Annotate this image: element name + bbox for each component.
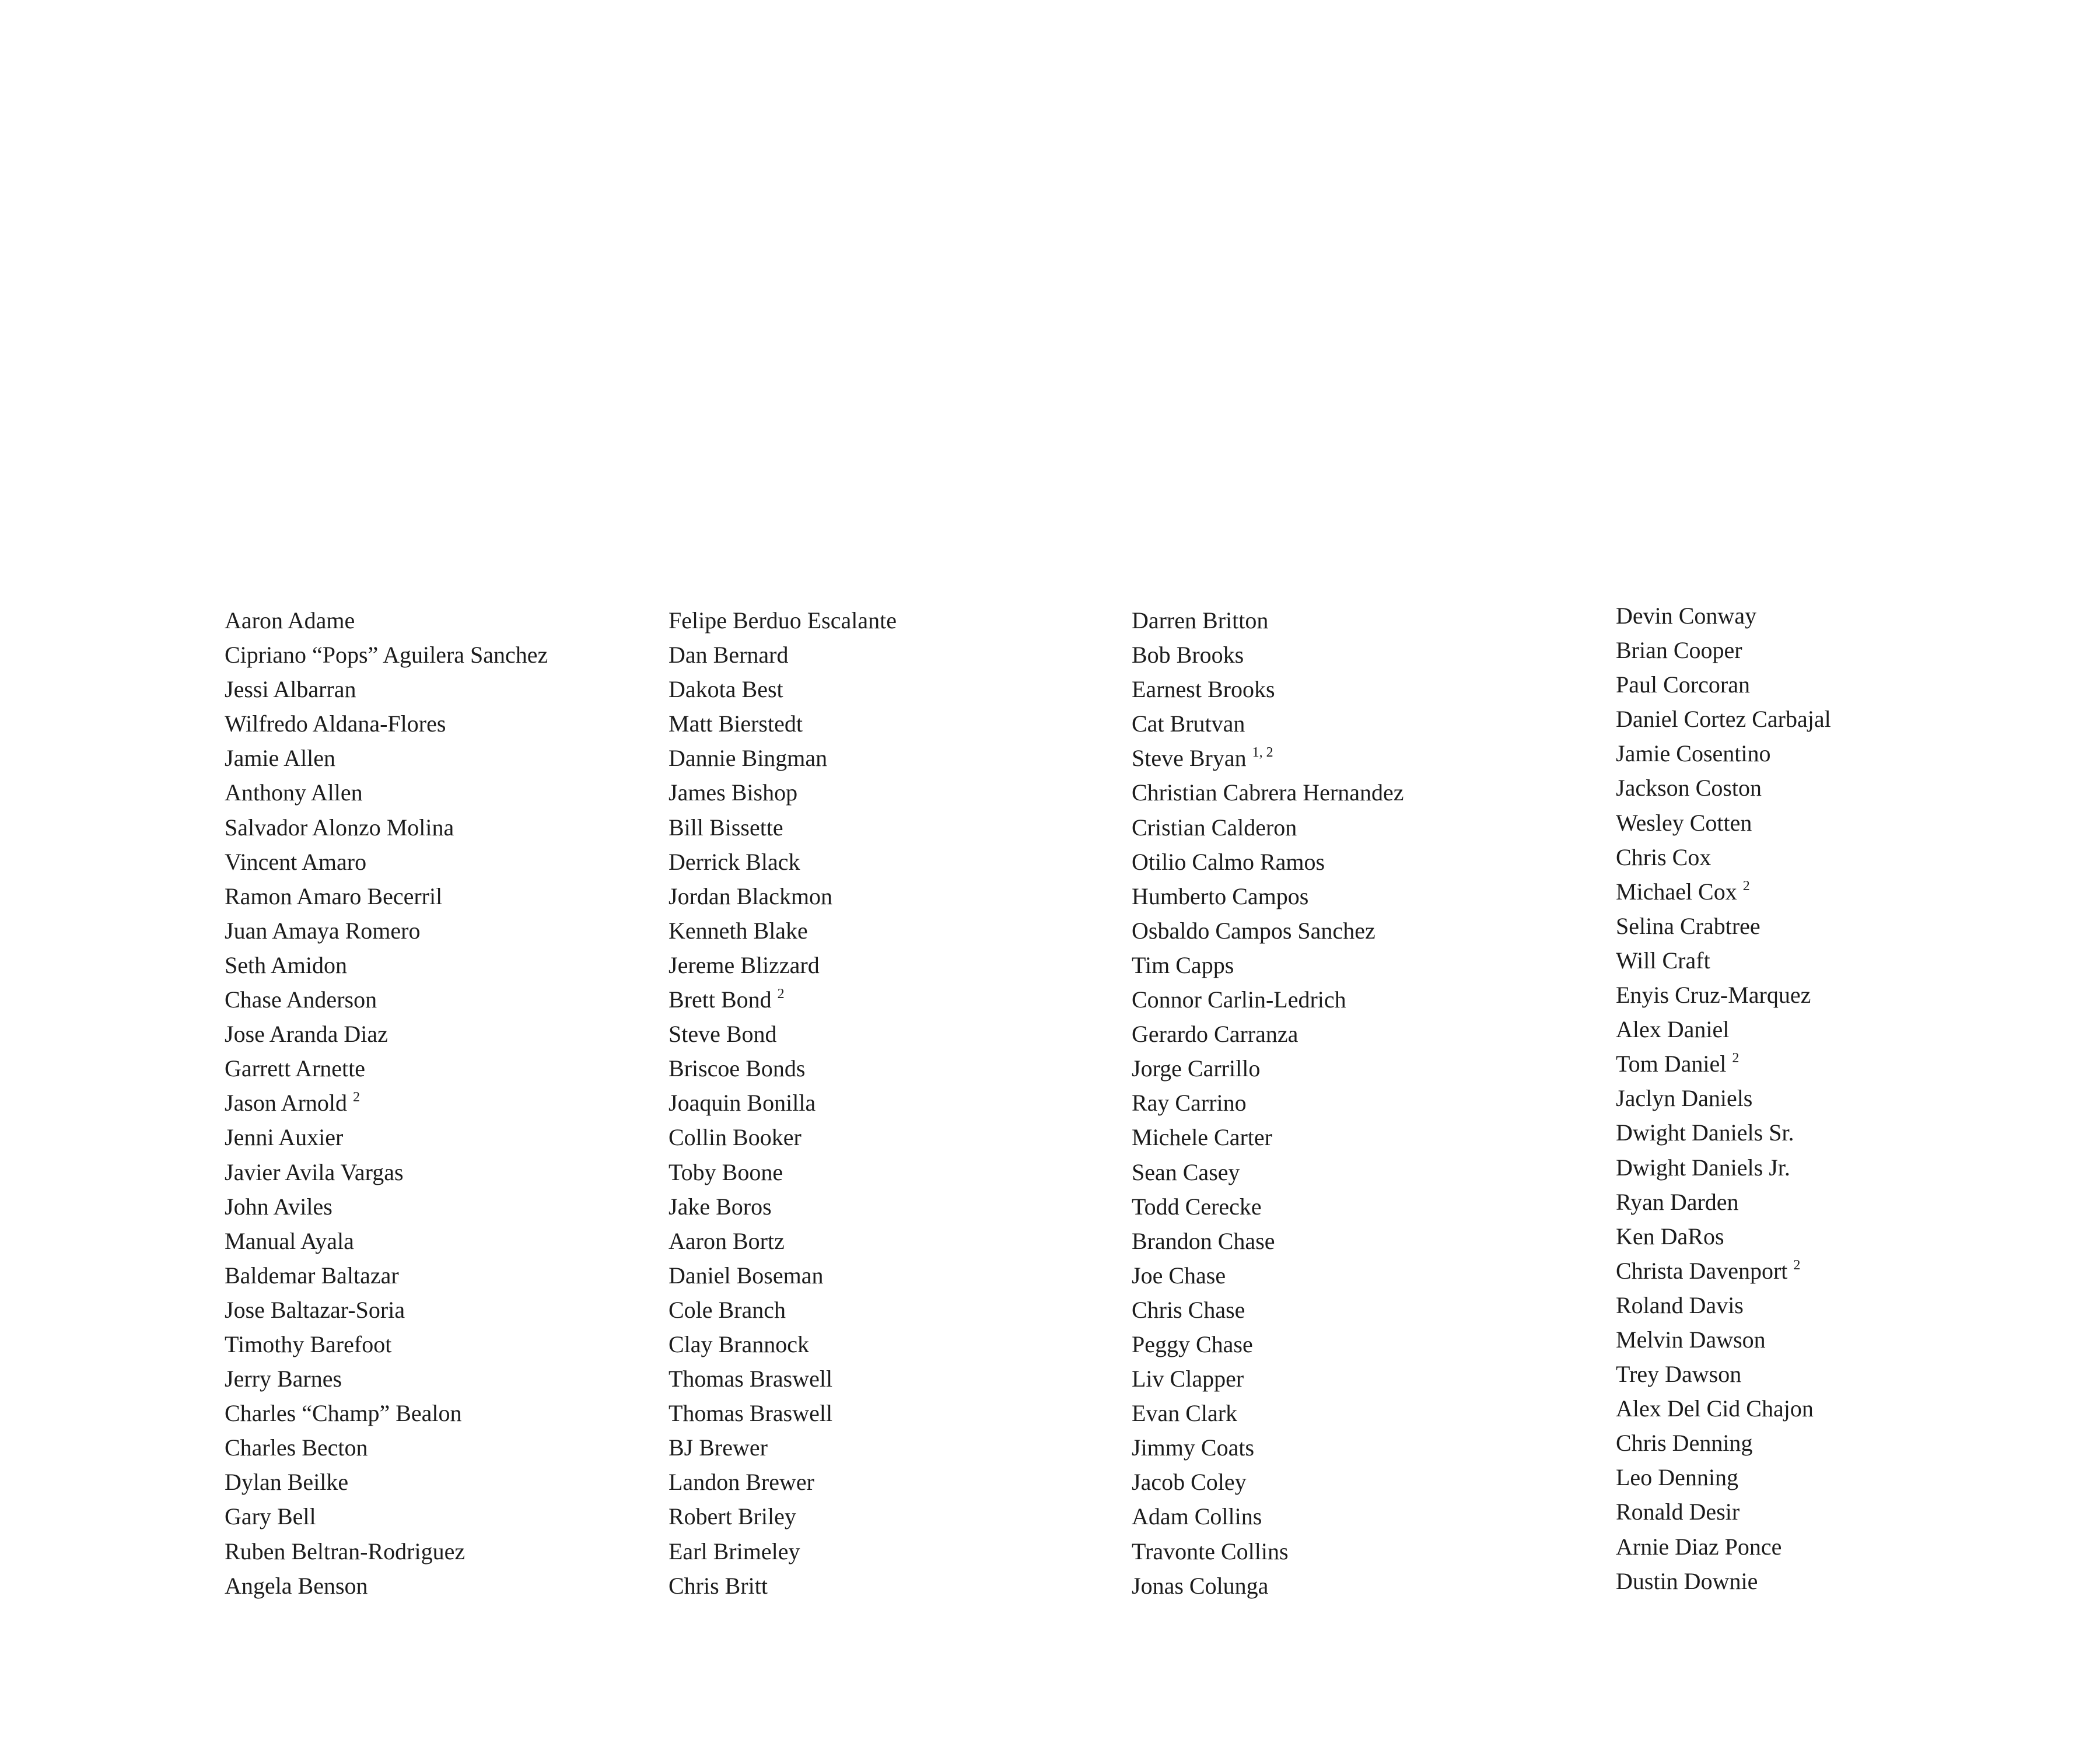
person-name: Briscoe Bonds [668,1055,806,1082]
person-name: Connor Carlin-Ledrich [1132,986,1346,1013]
name-entry [1616,1185,1831,1219]
name-entry [668,1569,897,1603]
name-entry [668,1189,897,1224]
name-entry [225,948,548,982]
person-name: Dan Bernard [668,642,789,668]
person-name: Earl Brimeley [668,1538,800,1564]
person-name: Jorge Carrillo [1132,1055,1261,1082]
name-entry [1132,982,1404,1017]
name-entry [1132,1465,1404,1499]
person-name: Jamie Allen [225,745,335,772]
name-entry [225,914,548,948]
name-entry [1132,1396,1404,1430]
person-name: Ramon Amaro Becerril [225,883,443,909]
person-name: Javier Avila Vargas [225,1158,404,1185]
person-name: Travonte Collins [1132,1538,1289,1564]
name-entry [668,1534,897,1569]
name-entry [1132,638,1404,672]
person-name: Steve Bryan [1132,745,1247,772]
person-name: Thomas Braswell [668,1400,833,1427]
name-entry [668,1327,897,1362]
name-entry [668,879,897,914]
person-name: Landon Brewer [668,1469,814,1496]
person-name: Jose Baltazar-Soria [225,1296,405,1323]
name-entry [225,1430,548,1465]
name-entry [1616,1081,1831,1115]
footnote-marker: 2 [777,986,785,1002]
name-entry [1132,1569,1404,1603]
name-entry [225,1086,548,1120]
name-entry [668,1017,897,1051]
name-entry [1132,1293,1404,1327]
person-name: Chris Chase [1132,1296,1245,1323]
person-name: Manual Ayala [225,1227,354,1254]
person-name: Toby Boone [668,1158,783,1185]
person-name: Vincent Amaro [225,848,367,875]
person-name: Felipe Berduo Escalante [668,607,897,634]
person-name: Tim Capps [1132,951,1234,978]
person-name: Jereme Blizzard [668,951,820,978]
name-entry [225,810,548,845]
person-name: Jessi Albarran [225,676,356,703]
person-name: Brandon Chase [1132,1227,1275,1254]
person-name: Jordan Blackmon [668,883,833,909]
name-entry [1616,1288,1831,1322]
name-entry [668,948,897,982]
name-entry [1616,702,1831,736]
person-name: Jose Aranda Diaz [225,1021,388,1048]
name-entry [668,1430,897,1465]
name-entry [225,1534,548,1569]
person-name: Daniel Cortez Carbajal [1616,706,1831,733]
person-name: Leo Denning [1616,1464,1738,1491]
person-name: Otilio Calmo Ramos [1132,848,1325,875]
person-name: Jackson Coston [1616,775,1762,802]
person-name: Alex Del Cid Chajon [1616,1395,1814,1422]
name-entry [668,1293,897,1327]
name-entry [1616,1357,1831,1391]
name-entry [1616,1046,1831,1081]
name-entry [1616,909,1831,943]
person-name: Charles “Champ” Bealon [225,1400,462,1427]
person-name: Jason Arnold [225,1090,347,1116]
person-name: Osbaldo Campos Sanchez [1132,917,1376,944]
name-entry [1132,1224,1404,1258]
person-name: Ray Carrino [1132,1090,1247,1116]
person-name: Roland Davis [1616,1292,1744,1318]
person-name: Trey Dawson [1616,1361,1742,1388]
person-name: Aaron Adame [225,607,355,634]
person-name: John Aviles [225,1193,332,1220]
name-entry [1132,1362,1404,1396]
name-entry [668,1086,897,1120]
person-name: Christian Cabrera Hernandez [1132,779,1404,806]
name-entry [668,1499,897,1534]
name-entry [668,603,897,638]
name-entry [668,706,897,741]
person-name: Steve Bond [668,1021,777,1048]
name-entry [668,775,897,810]
name-entry [668,1120,897,1154]
name-entry [1132,775,1404,810]
person-name: Jake Boros [668,1193,772,1220]
name-entry [1132,1120,1404,1154]
person-name: Humberto Campos [1132,883,1309,909]
name-entry [668,672,897,706]
name-entry [668,741,897,775]
person-name: Ryan Darden [1616,1188,1739,1215]
name-entry [668,1224,897,1258]
person-name: Gary Bell [225,1503,316,1530]
name-entry [225,1362,548,1396]
name-entry [1132,1534,1404,1569]
person-name: Juan Amaya Romero [225,917,421,944]
name-entry [225,1189,548,1224]
person-name: Christa Davenport [1616,1257,1788,1284]
name-entry [225,1051,548,1086]
person-name: Peggy Chase [1132,1331,1253,1357]
name-entry [1616,598,1831,633]
person-name: Gerardo Carranza [1132,1021,1298,1048]
name-entry [668,914,897,948]
name-column-3 [1132,603,1404,1603]
person-name: Cipriano “Pops” Aguilera Sanchez [225,642,548,668]
name-entry [225,775,548,810]
person-name: Wilfredo Aldana-Flores [225,710,446,737]
person-name: Joe Chase [1132,1262,1226,1289]
person-name: Angela Benson [225,1572,368,1599]
person-name: Chris Britt [668,1572,768,1599]
name-entry [1132,914,1404,948]
person-name: Evan Clark [1132,1400,1238,1427]
person-name: Dannie Bingman [668,745,828,772]
name-entry [225,1224,548,1258]
person-name: Paul Corcoran [1616,671,1750,698]
name-entry [1616,874,1831,909]
name-entry [1132,741,1404,775]
person-name: Arnie Diaz Ponce [1616,1533,1782,1560]
person-name: Robert Briley [668,1503,796,1530]
name-entry [1616,1322,1831,1357]
name-entry [225,672,548,706]
name-entry [1132,1499,1404,1534]
name-entry [1132,1258,1404,1293]
person-name: Collin Booker [668,1124,802,1151]
name-entry [225,1017,548,1051]
person-name: Tom Daniel [1616,1051,1727,1077]
name-entry [668,1051,897,1086]
person-name: BJ Brewer [668,1434,768,1461]
name-entry [1616,667,1831,702]
person-name: Todd Cerecke [1132,1193,1262,1220]
person-name: Daniel Boseman [668,1262,824,1289]
person-name: Jerry Barnes [225,1366,342,1392]
person-name: Michael Cox [1616,878,1737,905]
person-name: Aaron Bortz [668,1227,785,1254]
person-name: Brian Cooper [1616,637,1742,664]
name-entry [1616,1426,1831,1460]
name-entry [1616,1391,1831,1426]
name-entry [1616,840,1831,874]
person-name: Chris Cox [1616,844,1712,870]
name-entry [668,1465,897,1499]
name-column-2 [668,603,897,1603]
person-name: Dakota Best [668,676,783,703]
footnote-marker: 1, 2 [1252,745,1273,761]
person-name: Charles Becton [225,1434,368,1461]
name-entry [225,1569,548,1603]
person-name: Sean Casey [1132,1158,1240,1185]
person-name: Bill Bissette [668,814,783,841]
person-name: Timothy Barefoot [225,1331,392,1357]
person-name: Baldemar Baltazar [225,1262,399,1289]
name-entry [225,1327,548,1362]
person-name: Kenneth Blake [668,917,808,944]
person-name: Will Craft [1616,947,1710,974]
name-entry [225,1499,548,1534]
person-name: Cristian Calderon [1132,814,1297,841]
person-name: Jacob Coley [1132,1469,1247,1496]
person-name: Thomas Braswell [668,1366,833,1392]
person-name: Garrett Arnette [225,1055,365,1082]
name-entry [1132,672,1404,706]
name-entry [1132,603,1404,638]
name-entry [1132,1086,1404,1120]
person-name: James Bishop [668,779,798,806]
name-entry [1616,771,1831,805]
footnote-marker: 2 [353,1090,360,1105]
person-name: Wesley Cotten [1616,809,1752,836]
person-name: Cat Brutvan [1132,710,1245,737]
person-name: Chris Denning [1616,1430,1753,1457]
name-entry [1616,1115,1831,1150]
name-entry [668,1396,897,1430]
name-entry [1616,1012,1831,1046]
name-entry [225,603,548,638]
name-entry [225,706,548,741]
person-name: Bob Brooks [1132,642,1244,668]
footnote-marker: 2 [1742,878,1750,894]
person-name: Seth Amidon [225,951,348,978]
name-entry [668,982,897,1017]
name-entry [1616,1460,1831,1494]
name-entry [225,1258,548,1293]
name-entry [1132,706,1404,741]
person-name: Darren Britton [1132,607,1269,634]
person-name: Melvin Dawson [1616,1326,1766,1353]
name-entry [1616,1219,1831,1254]
person-name: Salvador Alonzo Molina [225,814,454,841]
person-name: Liv Clapper [1132,1366,1244,1392]
name-entry [1616,1150,1831,1185]
person-name: Ruben Beltran-Rodriguez [225,1538,466,1564]
name-entry [225,879,548,914]
name-entry [668,1155,897,1189]
person-name: Clay Brannock [668,1331,810,1357]
name-entry [1616,943,1831,978]
name-entry [668,1258,897,1293]
person-name: Adam Collins [1132,1503,1262,1530]
person-name: Earnest Brooks [1132,676,1275,703]
name-entry [225,1293,548,1327]
person-name: Enyis Cruz-Marquez [1616,982,1811,1009]
name-column-4 [1616,598,1831,1598]
person-name: Matt Bierstedt [668,710,803,737]
person-name: Chase Anderson [225,986,377,1013]
person-name: Jaclyn Daniels [1616,1085,1753,1112]
person-name: Ronald Desir [1616,1499,1740,1525]
person-name: Selina Crabtree [1616,912,1760,939]
name-entry [1132,845,1404,879]
name-entry [1132,879,1404,914]
person-name: Michele Carter [1132,1124,1272,1151]
person-name: Ken DaRos [1616,1223,1724,1250]
name-entry [1132,810,1404,845]
name-entry [668,845,897,879]
name-entry [1132,1430,1404,1465]
name-entry [225,1120,548,1154]
name-entry [1132,1155,1404,1189]
name-entry [225,638,548,672]
name-entry [1132,1189,1404,1224]
name-entry [225,845,548,879]
name-entry [1132,1051,1404,1086]
name-entry [1616,736,1831,771]
name-entry [225,1155,548,1189]
name-entry [668,1362,897,1396]
name-column-1 [225,603,548,1603]
person-name: Dwight Daniels Jr. [1616,1154,1790,1181]
name-entry [668,810,897,845]
footnote-marker: 2 [1793,1257,1801,1273]
person-name: Joaquin Bonilla [668,1090,816,1116]
name-entry [1616,806,1831,840]
name-entry [1132,948,1404,982]
person-name: Jamie Cosentino [1616,740,1771,767]
person-name: Dylan Beilke [225,1469,349,1496]
person-name: Cole Branch [668,1296,786,1323]
person-name: Anthony Allen [225,779,363,806]
name-entry [668,638,897,672]
name-entry [225,741,548,775]
person-name: Brett Bond [668,986,772,1013]
name-entry [1132,1017,1404,1051]
name-entry [225,982,548,1017]
name-entry [1616,1494,1831,1529]
person-name: Dustin Downie [1616,1567,1758,1594]
name-entry [1616,1564,1831,1598]
person-name: Devin Conway [1616,603,1757,629]
name-entry [225,1465,548,1499]
person-name: Jimmy Coats [1132,1434,1255,1461]
person-name: Jonas Colunga [1132,1572,1269,1599]
person-name: Dwight Daniels Sr. [1616,1119,1794,1146]
name-entry [1616,1254,1831,1288]
person-name: Alex Daniel [1616,1016,1730,1043]
person-name: Jenni Auxier [225,1124,344,1151]
name-entry [1616,1530,1831,1564]
name-entry [1616,633,1831,667]
name-entry [1616,978,1831,1012]
footnote-marker: 2 [1732,1051,1740,1066]
name-entry [225,1396,548,1430]
name-entry [1132,1327,1404,1362]
person-name: Derrick Black [668,848,800,875]
